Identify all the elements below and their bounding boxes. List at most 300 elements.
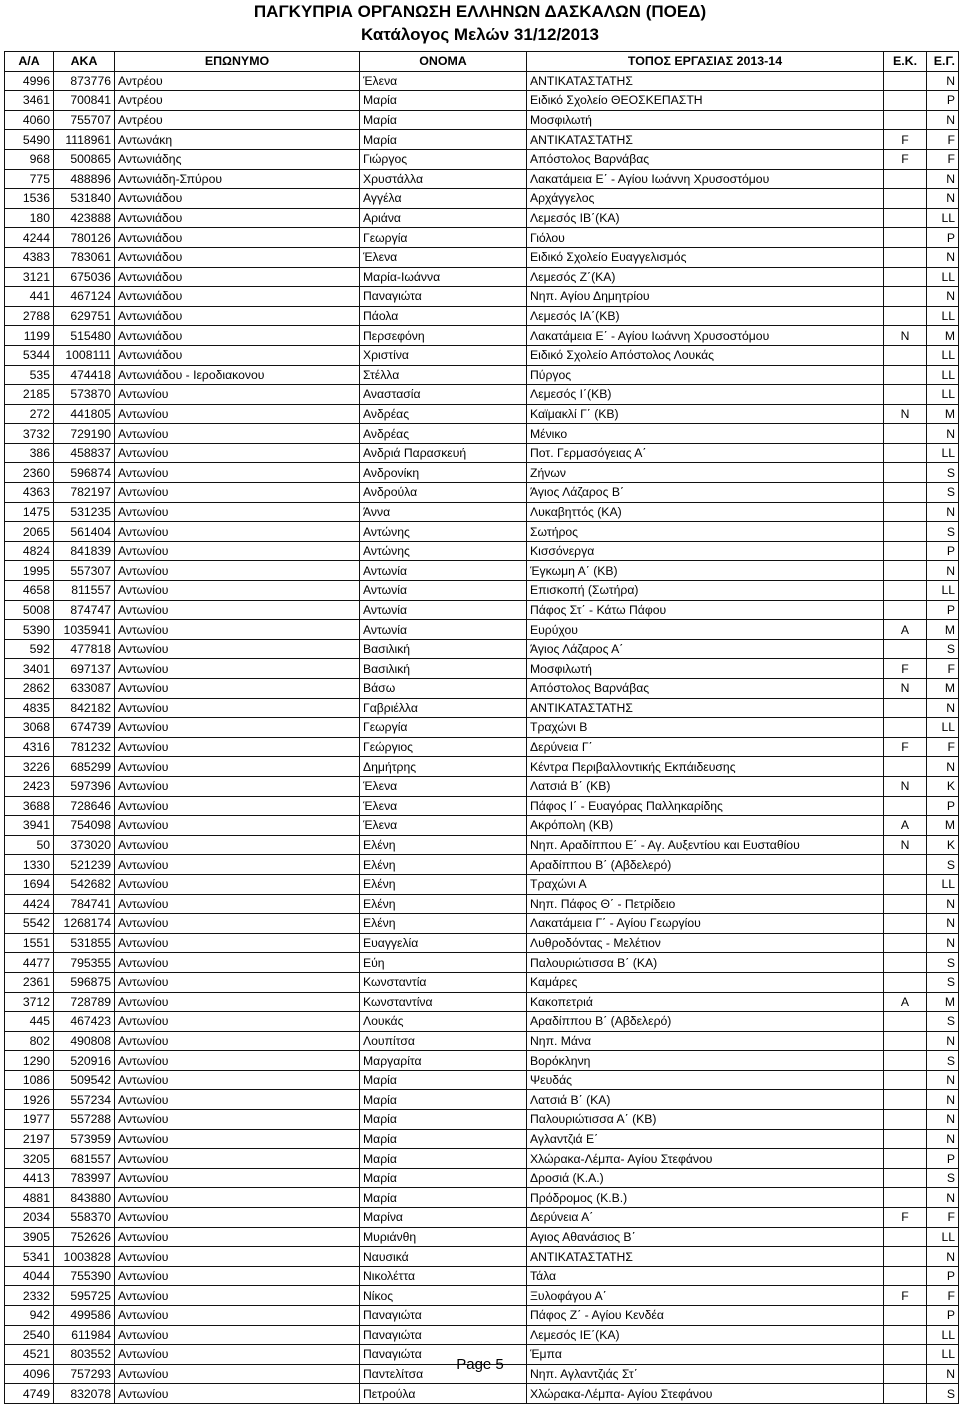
- cell-ek: F: [884, 1208, 927, 1228]
- table-row: [5, 306, 959, 326]
- cell-surname: Αντωνιάδου - Ιεροδιακονου: [115, 365, 360, 385]
- cell-eg: N: [927, 110, 959, 130]
- cell-ek: [884, 718, 927, 738]
- cell-surname: Αντωνίου: [115, 620, 360, 640]
- cell-aa: 802: [5, 1031, 54, 1051]
- cell-eg: P: [927, 541, 959, 561]
- cell-aa: 3732: [5, 424, 54, 444]
- cell-name: Μαρία: [360, 1129, 527, 1149]
- cell-eg: LL: [927, 874, 959, 894]
- cell-aa: 535: [5, 365, 54, 385]
- cell-ek: [884, 169, 927, 189]
- cell-workplace: Λακατάμεια Γ΄ - Αγίου Γεωργίου: [527, 914, 884, 934]
- cell-surname: Αντωνίου: [115, 953, 360, 973]
- cell-aa: 2065: [5, 522, 54, 542]
- cell-aa: 775: [5, 169, 54, 189]
- cell-surname: Αντωνίου: [115, 796, 360, 816]
- cell-workplace: Αραδίππου Β΄ (Αβδελερό): [527, 1012, 884, 1032]
- cell-name: Έλενα: [360, 71, 527, 91]
- cell-eg: S: [927, 1012, 959, 1032]
- cell-eg: LL: [927, 443, 959, 463]
- table-row: [5, 659, 959, 679]
- cell-workplace: Αρχάγγελος: [527, 189, 884, 209]
- cell-aka: 557234: [54, 1090, 115, 1110]
- table-row: [5, 1090, 959, 1110]
- cell-aka: 841839: [54, 541, 115, 561]
- cell-ek: N: [884, 776, 927, 796]
- table-row: [5, 1306, 959, 1326]
- cell-aa: 5341: [5, 1247, 54, 1267]
- cell-aka: 373020: [54, 835, 115, 855]
- cell-aka: 521239: [54, 855, 115, 875]
- cell-ek: [884, 1266, 927, 1286]
- cell-surname: Αντωνίου: [115, 757, 360, 777]
- col-header-workplace: ΤΟΠΟΣ ΕΡΓΑΣΙΑΣ 2013-14: [527, 52, 884, 72]
- cell-workplace: Νηπ. Πάφος Θ΄ - Πετρίδειο: [527, 894, 884, 914]
- cell-aa: 3688: [5, 796, 54, 816]
- cell-eg: S: [927, 522, 959, 542]
- table-row: [5, 737, 959, 757]
- cell-workplace: ΑΝΤΙΚΑΤΑΣΤΑΤΗΣ: [527, 698, 884, 718]
- table-row: [5, 522, 959, 542]
- table-row: [5, 1110, 959, 1130]
- table-row: [5, 894, 959, 914]
- cell-ek: [884, 502, 927, 522]
- cell-name: Έλενα: [360, 776, 527, 796]
- page-number: Page 5: [456, 1356, 504, 1373]
- cell-ek: N: [884, 404, 927, 424]
- cell-aa: 2332: [5, 1286, 54, 1306]
- cell-workplace: Ζήνων: [527, 463, 884, 483]
- cell-aka: 488896: [54, 169, 115, 189]
- cell-aka: 843880: [54, 1188, 115, 1208]
- cell-surname: Αντωνίου: [115, 522, 360, 542]
- cell-surname: Αντωνιάδου: [115, 208, 360, 228]
- table-header-row: [5, 52, 959, 72]
- cell-surname: Αντωνίου: [115, 483, 360, 503]
- cell-name: Ελένη: [360, 914, 527, 934]
- table-row: [5, 247, 959, 267]
- cell-aka: 467423: [54, 1012, 115, 1032]
- cell-aka: 1035941: [54, 620, 115, 640]
- cell-ek: [884, 972, 927, 992]
- cell-eg: S: [927, 972, 959, 992]
- cell-ek: N: [884, 835, 927, 855]
- cell-aka: 500865: [54, 149, 115, 169]
- cell-aa: 3712: [5, 992, 54, 1012]
- cell-aka: 685299: [54, 757, 115, 777]
- cell-name: Μαρία: [360, 1110, 527, 1130]
- cell-aa: 1290: [5, 1051, 54, 1071]
- table-row: [5, 228, 959, 248]
- cell-surname: Αντωνίου: [115, 679, 360, 699]
- cell-eg: N: [927, 287, 959, 307]
- cell-name: Έλενα: [360, 816, 527, 836]
- cell-aa: 1086: [5, 1070, 54, 1090]
- cell-surname: Αντωνίου: [115, 424, 360, 444]
- cell-name: Γιώργος: [360, 149, 527, 169]
- cell-aka: 557288: [54, 1110, 115, 1130]
- cell-name: Μαρία: [360, 130, 527, 150]
- cell-workplace: Αραδίππου Β΄ (Αβδελερό): [527, 855, 884, 875]
- cell-aa: 1536: [5, 189, 54, 209]
- table-row: [5, 1168, 959, 1188]
- cell-ek: N: [884, 679, 927, 699]
- cell-aka: 674739: [54, 718, 115, 738]
- cell-name: Άννα: [360, 502, 527, 522]
- cell-eg: LL: [927, 208, 959, 228]
- cell-workplace: Πάφος Ζ΄ - Αγίου Κενδέα: [527, 1306, 884, 1326]
- cell-aka: 675036: [54, 267, 115, 287]
- cell-surname: Αντωνίου: [115, 1247, 360, 1267]
- cell-surname: Αντωνιάδη-Σπύρου: [115, 169, 360, 189]
- cell-surname: Αντωνίου: [115, 776, 360, 796]
- cell-ek: F: [884, 737, 927, 757]
- cell-surname: Αντωνίου: [115, 1364, 360, 1384]
- cell-aa: 1977: [5, 1110, 54, 1130]
- cell-surname: Αντωνίου: [115, 737, 360, 757]
- cell-aa: 1694: [5, 874, 54, 894]
- cell-eg: F: [927, 737, 959, 757]
- cell-aa: 1475: [5, 502, 54, 522]
- cell-aka: 441805: [54, 404, 115, 424]
- cell-name: Μαρία: [360, 1090, 527, 1110]
- cell-name: Βασιλική: [360, 639, 527, 659]
- cell-aka: 633087: [54, 679, 115, 699]
- col-header-surname: ΕΠΩΝΥΜΟ: [115, 52, 360, 72]
- cell-name: Αντωνία: [360, 600, 527, 620]
- cell-surname: Αντωνίου: [115, 1149, 360, 1169]
- cell-workplace: Απόστολος Βαρνάβας: [527, 149, 884, 169]
- cell-surname: Αντωνίου: [115, 1090, 360, 1110]
- cell-workplace: Λατσιά Β΄ (ΚΒ): [527, 776, 884, 796]
- cell-ek: [884, 581, 927, 601]
- cell-aka: 781232: [54, 737, 115, 757]
- cell-name: Νίκος: [360, 1286, 527, 1306]
- cell-eg: M: [927, 679, 959, 699]
- cell-aa: 3905: [5, 1227, 54, 1247]
- cell-ek: [884, 561, 927, 581]
- cell-name: Ανδρονίκη: [360, 463, 527, 483]
- cell-aa: 4060: [5, 110, 54, 130]
- cell-aa: 272: [5, 404, 54, 424]
- cell-eg: S: [927, 1051, 959, 1071]
- cell-aka: 515480: [54, 326, 115, 346]
- cell-ek: [884, 1227, 927, 1247]
- cell-ek: [884, 267, 927, 287]
- members-table: [4, 51, 959, 1404]
- cell-workplace: Πρόδρομος (Κ.Β.): [527, 1188, 884, 1208]
- cell-eg: N: [927, 169, 959, 189]
- cell-workplace: Καϊμακλί Γ΄ (ΚΒ): [527, 404, 884, 424]
- table-row: [5, 620, 959, 640]
- cell-name: Μαρία: [360, 1149, 527, 1169]
- cell-eg: LL: [927, 267, 959, 287]
- cell-aa: 3226: [5, 757, 54, 777]
- cell-surname: Αντωνίου: [115, 698, 360, 718]
- cell-workplace: Γιόλου: [527, 228, 884, 248]
- table-row: [5, 698, 959, 718]
- cell-eg: N: [927, 1070, 959, 1090]
- cell-ek: A: [884, 620, 927, 640]
- table-row: [5, 483, 959, 503]
- cell-eg: LL: [927, 1227, 959, 1247]
- cell-workplace: Ευρύχου: [527, 620, 884, 640]
- cell-surname: Αντρέου: [115, 91, 360, 111]
- cell-name: Περσεφόνη: [360, 326, 527, 346]
- col-header-aka: ΑΚΑ: [54, 52, 115, 72]
- cell-surname: Αντωνίου: [115, 914, 360, 934]
- cell-aa: 3068: [5, 718, 54, 738]
- cell-surname: Αντωνίου: [115, 1168, 360, 1188]
- cell-name: Βασιλική: [360, 659, 527, 679]
- cell-name: Αριάνα: [360, 208, 527, 228]
- table-row: [5, 855, 959, 875]
- cell-aka: 755390: [54, 1266, 115, 1286]
- cell-aka: 1118961: [54, 130, 115, 150]
- cell-name: Γεωργία: [360, 228, 527, 248]
- cell-ek: [884, 796, 927, 816]
- cell-aa: 2862: [5, 679, 54, 699]
- cell-eg: LL: [927, 306, 959, 326]
- cell-eg: S: [927, 855, 959, 875]
- cell-eg: LL: [927, 1345, 959, 1365]
- cell-aa: 3401: [5, 659, 54, 679]
- cell-workplace: Επισκοπή (Σωτήρα): [527, 581, 884, 601]
- cell-workplace: Πύργος: [527, 365, 884, 385]
- cell-aa: 2185: [5, 385, 54, 405]
- cell-aka: 803552: [54, 1345, 115, 1365]
- cell-name: Μαρία: [360, 1168, 527, 1188]
- cell-ek: [884, 385, 927, 405]
- cell-name: Έλενα: [360, 796, 527, 816]
- table-row: [5, 992, 959, 1012]
- cell-surname: Αντρέου: [115, 71, 360, 91]
- cell-workplace: Δροσιά (Κ.Α.): [527, 1168, 884, 1188]
- cell-eg: N: [927, 561, 959, 581]
- cell-workplace: Νηπ. Μάνα: [527, 1031, 884, 1051]
- cell-workplace: ΑΝΤΙΚΑΤΑΣΤΑΤΗΣ: [527, 1247, 884, 1267]
- cell-ek: F: [884, 659, 927, 679]
- cell-ek: F: [884, 130, 927, 150]
- cell-ek: [884, 1306, 927, 1326]
- cell-aka: 681557: [54, 1149, 115, 1169]
- cell-aka: 423888: [54, 208, 115, 228]
- cell-surname: Αντωνιάδου: [115, 247, 360, 267]
- cell-ek: [884, 1110, 927, 1130]
- cell-surname: Αντωνίου: [115, 541, 360, 561]
- cell-aka: 700841: [54, 91, 115, 111]
- table-row: [5, 796, 959, 816]
- cell-surname: Αντωνίου: [115, 561, 360, 581]
- table-row: [5, 933, 959, 953]
- cell-aa: 1330: [5, 855, 54, 875]
- cell-aka: 561404: [54, 522, 115, 542]
- cell-aa: 1995: [5, 561, 54, 581]
- cell-surname: Αντρέου: [115, 110, 360, 130]
- table-row: [5, 757, 959, 777]
- cell-workplace: Λακατάμεια Ε΄ - Αγίου Ιωάννη Χρυσοστόμου: [527, 169, 884, 189]
- table-row: [5, 208, 959, 228]
- cell-name: Βάσω: [360, 679, 527, 699]
- cell-workplace: Τάλα: [527, 1266, 884, 1286]
- table-row: [5, 149, 959, 169]
- cell-eg: K: [927, 835, 959, 855]
- cell-aka: 573959: [54, 1129, 115, 1149]
- cell-aka: 842182: [54, 698, 115, 718]
- cell-surname: Αντωνίου: [115, 502, 360, 522]
- table-row: [5, 1070, 959, 1090]
- cell-workplace: Δερύνεια Α΄: [527, 1208, 884, 1228]
- cell-eg: N: [927, 71, 959, 91]
- cell-surname: Αντωνίου: [115, 1110, 360, 1130]
- cell-name: Γεωργία: [360, 718, 527, 738]
- cell-surname: Αντωνίου: [115, 1012, 360, 1032]
- cell-ek: [884, 1012, 927, 1032]
- cell-aka: 477818: [54, 639, 115, 659]
- cell-eg: LL: [927, 581, 959, 601]
- cell-workplace: Λακατάμεια Ε΄ - Αγίου Ιωάννη Χρυσοστόμου: [527, 326, 884, 346]
- cell-eg: LL: [927, 385, 959, 405]
- cell-ek: [884, 1090, 927, 1110]
- cell-name: Μαρία-Ιωάννα: [360, 267, 527, 287]
- cell-eg: P: [927, 91, 959, 111]
- table-row: [5, 110, 959, 130]
- cell-ek: [884, 698, 927, 718]
- cell-aka: 558370: [54, 1208, 115, 1228]
- cell-workplace: Ειδικό Σχολείο ΘΕΟΣΚΕΠΑΣΤΗ: [527, 91, 884, 111]
- cell-aa: 4477: [5, 953, 54, 973]
- cell-aa: 4413: [5, 1168, 54, 1188]
- cell-aka: 611984: [54, 1325, 115, 1345]
- table-row: [5, 443, 959, 463]
- cell-surname: Αντωνίου: [115, 874, 360, 894]
- cell-name: Έλενα: [360, 247, 527, 267]
- cell-workplace: Καμάρες: [527, 972, 884, 992]
- cell-aka: 1008111: [54, 345, 115, 365]
- table-row: [5, 816, 959, 836]
- cell-name: Δημήτρης: [360, 757, 527, 777]
- cell-workplace: Τραχώνι Α: [527, 874, 884, 894]
- table-row: [5, 365, 959, 385]
- cell-ek: [884, 894, 927, 914]
- cell-aa: 4658: [5, 581, 54, 601]
- cell-workplace: Άγιος Λάζαρος Α΄: [527, 639, 884, 659]
- cell-aa: 4383: [5, 247, 54, 267]
- table-row: [5, 1188, 959, 1208]
- cell-name: Ελένη: [360, 835, 527, 855]
- cell-aka: 697137: [54, 659, 115, 679]
- cell-surname: Αντωνίου: [115, 718, 360, 738]
- table-row: [5, 345, 959, 365]
- cell-ek: [884, 1051, 927, 1071]
- cell-eg: N: [927, 1188, 959, 1208]
- table-row: [5, 385, 959, 405]
- cell-aa: 1199: [5, 326, 54, 346]
- cell-aa: 1551: [5, 933, 54, 953]
- cell-aa: 4424: [5, 894, 54, 914]
- cell-ek: [884, 639, 927, 659]
- cell-workplace: Βορόκληνη: [527, 1051, 884, 1071]
- cell-ek: [884, 189, 927, 209]
- cell-workplace: Έγκωμη Α΄ (ΚΒ): [527, 561, 884, 581]
- cell-aka: 752626: [54, 1227, 115, 1247]
- cell-aa: 5542: [5, 914, 54, 934]
- cell-ek: [884, 1247, 927, 1267]
- cell-name: Γαβριέλλα: [360, 698, 527, 718]
- cell-surname: Αντωνίου: [115, 463, 360, 483]
- table-row: [5, 130, 959, 150]
- cell-aka: 458837: [54, 443, 115, 463]
- cell-name: Αγγέλα: [360, 189, 527, 209]
- cell-aka: 467124: [54, 287, 115, 307]
- cell-ek: [884, 1168, 927, 1188]
- cell-name: Παναγιώτα: [360, 1306, 527, 1326]
- cell-aa: 2788: [5, 306, 54, 326]
- cell-name: Χριστίνα: [360, 345, 527, 365]
- cell-ek: [884, 541, 927, 561]
- cell-eg: F: [927, 130, 959, 150]
- cell-workplace: Παλουριώτισσα Β΄ (ΚΑ): [527, 953, 884, 973]
- cell-aa: 180: [5, 208, 54, 228]
- table-row: [5, 1286, 959, 1306]
- table-body: [5, 71, 959, 1403]
- cell-name: Γεώργιος: [360, 737, 527, 757]
- cell-ek: N: [884, 326, 927, 346]
- cell-aa: 386: [5, 443, 54, 463]
- cell-aka: 728646: [54, 796, 115, 816]
- cell-aka: 784741: [54, 894, 115, 914]
- cell-aka: 780126: [54, 228, 115, 248]
- cell-surname: Αντωνίου: [115, 1325, 360, 1345]
- cell-name: Μυριάνθη: [360, 1227, 527, 1247]
- cell-aka: 542682: [54, 874, 115, 894]
- table-row: [5, 874, 959, 894]
- cell-surname: Αντωνίου: [115, 972, 360, 992]
- cell-workplace: Έμπα: [527, 1345, 884, 1365]
- cell-aa: 3461: [5, 91, 54, 111]
- cell-aa: 4824: [5, 541, 54, 561]
- cell-workplace: Χλώρακα-Λέμπα- Αγίου Στεφάνου: [527, 1149, 884, 1169]
- cell-eg: N: [927, 914, 959, 934]
- cell-aa: 942: [5, 1306, 54, 1326]
- cell-eg: N: [927, 933, 959, 953]
- cell-ek: [884, 1129, 927, 1149]
- cell-eg: N: [927, 1090, 959, 1110]
- cell-workplace: Πάφος Στ΄ - Κάτω Πάφου: [527, 600, 884, 620]
- table-row: [5, 1031, 959, 1051]
- table-row: [5, 1384, 959, 1404]
- cell-aa: 4096: [5, 1364, 54, 1384]
- cell-workplace: Παλουριώτισσα Α΄ (ΚΒ): [527, 1110, 884, 1130]
- table-row: [5, 404, 959, 424]
- cell-ek: [884, 914, 927, 934]
- cell-workplace: Μοσφιλωτή: [527, 110, 884, 130]
- cell-eg: N: [927, 502, 959, 522]
- cell-surname: Αντωνάκη: [115, 130, 360, 150]
- cell-eg: P: [927, 1306, 959, 1326]
- cell-aa: 4363: [5, 483, 54, 503]
- table-row: [5, 1149, 959, 1169]
- cell-aka: 1268174: [54, 914, 115, 934]
- cell-workplace: Λεμεσός Ζ΄(ΚΑ): [527, 267, 884, 287]
- cell-surname: Αντωνίου: [115, 835, 360, 855]
- cell-name: Ελένη: [360, 894, 527, 914]
- cell-ek: [884, 443, 927, 463]
- cell-ek: [884, 287, 927, 307]
- cell-ek: [884, 247, 927, 267]
- cell-workplace: Λεμεσός ΙΑ΄(ΚΒ): [527, 306, 884, 326]
